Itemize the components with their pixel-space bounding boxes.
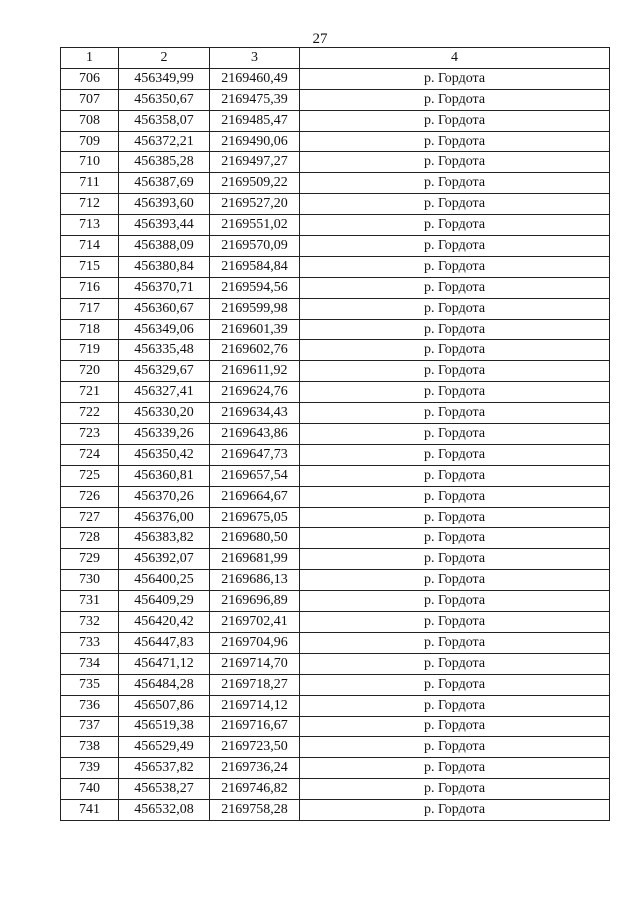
table-row [61,403,610,424]
point-number-cell: 739 [61,758,119,779]
x-coordinate-cell: 456529,49 [119,737,210,758]
table-row [61,236,610,257]
x-coordinate-cell: 456358,07 [119,110,210,131]
description-cell: р. Гордота [300,403,610,424]
y-coordinate-cell: 2169527,20 [210,194,300,215]
point-number-cell: 728 [61,528,119,549]
x-coordinate-cell: 456327,41 [119,382,210,403]
y-coordinate-cell: 2169497,27 [210,152,300,173]
table-row [61,674,610,695]
description-cell: р. Гордота [300,800,610,821]
y-coordinate-cell: 2169680,50 [210,528,300,549]
table-row [61,758,610,779]
y-coordinate-cell: 2169736,24 [210,758,300,779]
x-coordinate-cell: 456388,09 [119,236,210,257]
table-row [61,382,610,403]
table-row [61,89,610,110]
table-row [61,612,610,633]
x-coordinate-cell: 456339,26 [119,424,210,445]
x-coordinate-cell: 456370,26 [119,486,210,507]
point-number-cell: 711 [61,173,119,194]
x-coordinate-cell: 456330,20 [119,403,210,424]
y-coordinate-cell: 2169702,41 [210,612,300,633]
y-coordinate-cell: 2169624,76 [210,382,300,403]
y-coordinate-cell: 2169601,39 [210,319,300,340]
table-body [61,68,610,820]
x-coordinate-cell: 456385,28 [119,152,210,173]
y-coordinate-cell: 2169758,28 [210,800,300,821]
x-coordinate-cell: 456335,48 [119,340,210,361]
point-number-cell: 734 [61,653,119,674]
y-coordinate-cell: 2169460,49 [210,68,300,89]
point-number-cell: 724 [61,444,119,465]
point-number-cell: 710 [61,152,119,173]
coordinates-table [60,47,610,821]
y-coordinate-cell: 2169611,92 [210,361,300,382]
description-cell: р. Гордота [300,758,610,779]
table-row [61,194,610,215]
y-coordinate-cell: 2169704,96 [210,632,300,653]
description-cell: р. Гордота [300,674,610,695]
description-cell: р. Гордота [300,507,610,528]
table-row [61,549,610,570]
header-cell-4: 4 [300,48,610,69]
point-number-cell: 716 [61,277,119,298]
point-number-cell: 730 [61,570,119,591]
point-number-cell: 720 [61,361,119,382]
description-cell: р. Гордота [300,632,610,653]
table-header [61,48,610,69]
table-row [61,68,610,89]
table-row [61,215,610,236]
x-coordinate-cell: 456376,00 [119,507,210,528]
description-cell: р. Гордота [300,465,610,486]
y-coordinate-cell: 2169675,05 [210,507,300,528]
point-number-cell: 735 [61,674,119,695]
y-coordinate-cell: 2169714,12 [210,695,300,716]
y-coordinate-cell: 2169634,43 [210,403,300,424]
point-number-cell: 722 [61,403,119,424]
x-coordinate-cell: 456393,60 [119,194,210,215]
table-row [61,716,610,737]
point-number-cell: 727 [61,507,119,528]
point-number-cell: 707 [61,89,119,110]
x-coordinate-cell: 456380,84 [119,256,210,277]
x-coordinate-cell: 456471,12 [119,653,210,674]
point-number-cell: 718 [61,319,119,340]
description-cell: р. Гордота [300,319,610,340]
x-coordinate-cell: 456392,07 [119,549,210,570]
y-coordinate-cell: 2169570,09 [210,236,300,257]
table-row [61,319,610,340]
table-row [61,632,610,653]
x-coordinate-cell: 456420,42 [119,612,210,633]
y-coordinate-cell: 2169599,98 [210,298,300,319]
point-number-cell: 741 [61,800,119,821]
table-row [61,152,610,173]
description-cell: р. Гордота [300,152,610,173]
point-number-cell: 721 [61,382,119,403]
table-row [61,298,610,319]
description-cell: р. Гордота [300,737,610,758]
y-coordinate-cell: 2169696,89 [210,591,300,612]
point-number-cell: 719 [61,340,119,361]
description-cell: р. Гордота [300,382,610,403]
y-coordinate-cell: 2169718,27 [210,674,300,695]
x-coordinate-cell: 456349,99 [119,68,210,89]
point-number-cell: 706 [61,68,119,89]
description-cell: р. Гордота [300,110,610,131]
description-cell: р. Гордота [300,653,610,674]
y-coordinate-cell: 2169716,67 [210,716,300,737]
table-row [61,131,610,152]
description-cell: р. Гордота [300,570,610,591]
table-row [61,110,610,131]
y-coordinate-cell: 2169490,06 [210,131,300,152]
table-row [61,424,610,445]
description-cell: р. Гордота [300,194,610,215]
table-row [61,256,610,277]
y-coordinate-cell: 2169602,76 [210,340,300,361]
x-coordinate-cell: 456409,29 [119,591,210,612]
x-coordinate-cell: 456484,28 [119,674,210,695]
x-coordinate-cell: 456349,06 [119,319,210,340]
x-coordinate-cell: 456519,38 [119,716,210,737]
point-number-cell: 708 [61,110,119,131]
x-coordinate-cell: 456372,21 [119,131,210,152]
description-cell: р. Гордота [300,298,610,319]
description-cell: р. Гордота [300,528,610,549]
description-cell: р. Гордота [300,215,610,236]
description-cell: р. Гордота [300,361,610,382]
y-coordinate-cell: 2169714,70 [210,653,300,674]
x-coordinate-cell: 456329,67 [119,361,210,382]
description-cell: р. Гордота [300,424,610,445]
table-row [61,570,610,591]
point-number-cell: 723 [61,424,119,445]
description-cell: р. Гордота [300,716,610,737]
description-cell: р. Гордота [300,591,610,612]
x-coordinate-cell: 456350,67 [119,89,210,110]
point-number-cell: 715 [61,256,119,277]
x-coordinate-cell: 456360,81 [119,465,210,486]
description-cell: р. Гордота [300,277,610,298]
table-row [61,340,610,361]
table-row [61,653,610,674]
table-row [61,528,610,549]
point-number-cell: 713 [61,215,119,236]
point-number-cell: 726 [61,486,119,507]
description-cell: р. Гордота [300,549,610,570]
point-number-cell: 733 [61,632,119,653]
table-row [61,737,610,758]
table-row [61,779,610,800]
x-coordinate-cell: 456387,69 [119,173,210,194]
table-row [61,465,610,486]
table-row [61,444,610,465]
y-coordinate-cell: 2169475,39 [210,89,300,110]
point-number-cell: 709 [61,131,119,152]
point-number-cell: 712 [61,194,119,215]
point-number-cell: 737 [61,716,119,737]
y-coordinate-cell: 2169647,73 [210,444,300,465]
description-cell: р. Гордота [300,486,610,507]
table-row [61,361,610,382]
point-number-cell: 725 [61,465,119,486]
y-coordinate-cell: 2169681,99 [210,549,300,570]
y-coordinate-cell: 2169657,54 [210,465,300,486]
x-coordinate-cell: 456370,71 [119,277,210,298]
x-coordinate-cell: 456447,83 [119,632,210,653]
description-cell: р. Гордота [300,779,610,800]
description-cell: р. Гордота [300,340,610,361]
header-cell-2: 2 [119,48,210,69]
table-row [61,507,610,528]
description-cell: р. Гордота [300,256,610,277]
description-cell: р. Гордота [300,173,610,194]
description-cell: р. Гордота [300,612,610,633]
y-coordinate-cell: 2169485,47 [210,110,300,131]
point-number-cell: 731 [61,591,119,612]
y-coordinate-cell: 2169509,22 [210,173,300,194]
header-cell-3: 3 [210,48,300,69]
header-cell-1: 1 [61,48,119,69]
header-row [61,48,610,69]
y-coordinate-cell: 2169664,67 [210,486,300,507]
y-coordinate-cell: 2169686,13 [210,570,300,591]
y-coordinate-cell: 2169594,56 [210,277,300,298]
table-row [61,800,610,821]
point-number-cell: 740 [61,779,119,800]
y-coordinate-cell: 2169643,86 [210,424,300,445]
x-coordinate-cell: 456537,82 [119,758,210,779]
x-coordinate-cell: 456400,25 [119,570,210,591]
point-number-cell: 736 [61,695,119,716]
point-number-cell: 729 [61,549,119,570]
description-cell: р. Гордота [300,695,610,716]
description-cell: р. Гордота [300,131,610,152]
point-number-cell: 732 [61,612,119,633]
x-coordinate-cell: 456507,86 [119,695,210,716]
y-coordinate-cell: 2169551,02 [210,215,300,236]
x-coordinate-cell: 456538,27 [119,779,210,800]
description-cell: р. Гордота [300,236,610,257]
x-coordinate-cell: 456383,82 [119,528,210,549]
y-coordinate-cell: 2169723,50 [210,737,300,758]
x-coordinate-cell: 456393,44 [119,215,210,236]
description-cell: р. Гордота [300,444,610,465]
point-number-cell: 738 [61,737,119,758]
point-number-cell: 714 [61,236,119,257]
table-row [61,695,610,716]
x-coordinate-cell: 456350,42 [119,444,210,465]
table-row [61,173,610,194]
table-row [61,486,610,507]
page-number: 27 [312,31,328,47]
table-row [61,277,610,298]
x-coordinate-cell: 456532,08 [119,800,210,821]
y-coordinate-cell: 2169746,82 [210,779,300,800]
table-row [61,591,610,612]
description-cell: р. Гордота [300,89,610,110]
x-coordinate-cell: 456360,67 [119,298,210,319]
point-number-cell: 717 [61,298,119,319]
y-coordinate-cell: 2169584,84 [210,256,300,277]
description-cell: р. Гордота [300,68,610,89]
